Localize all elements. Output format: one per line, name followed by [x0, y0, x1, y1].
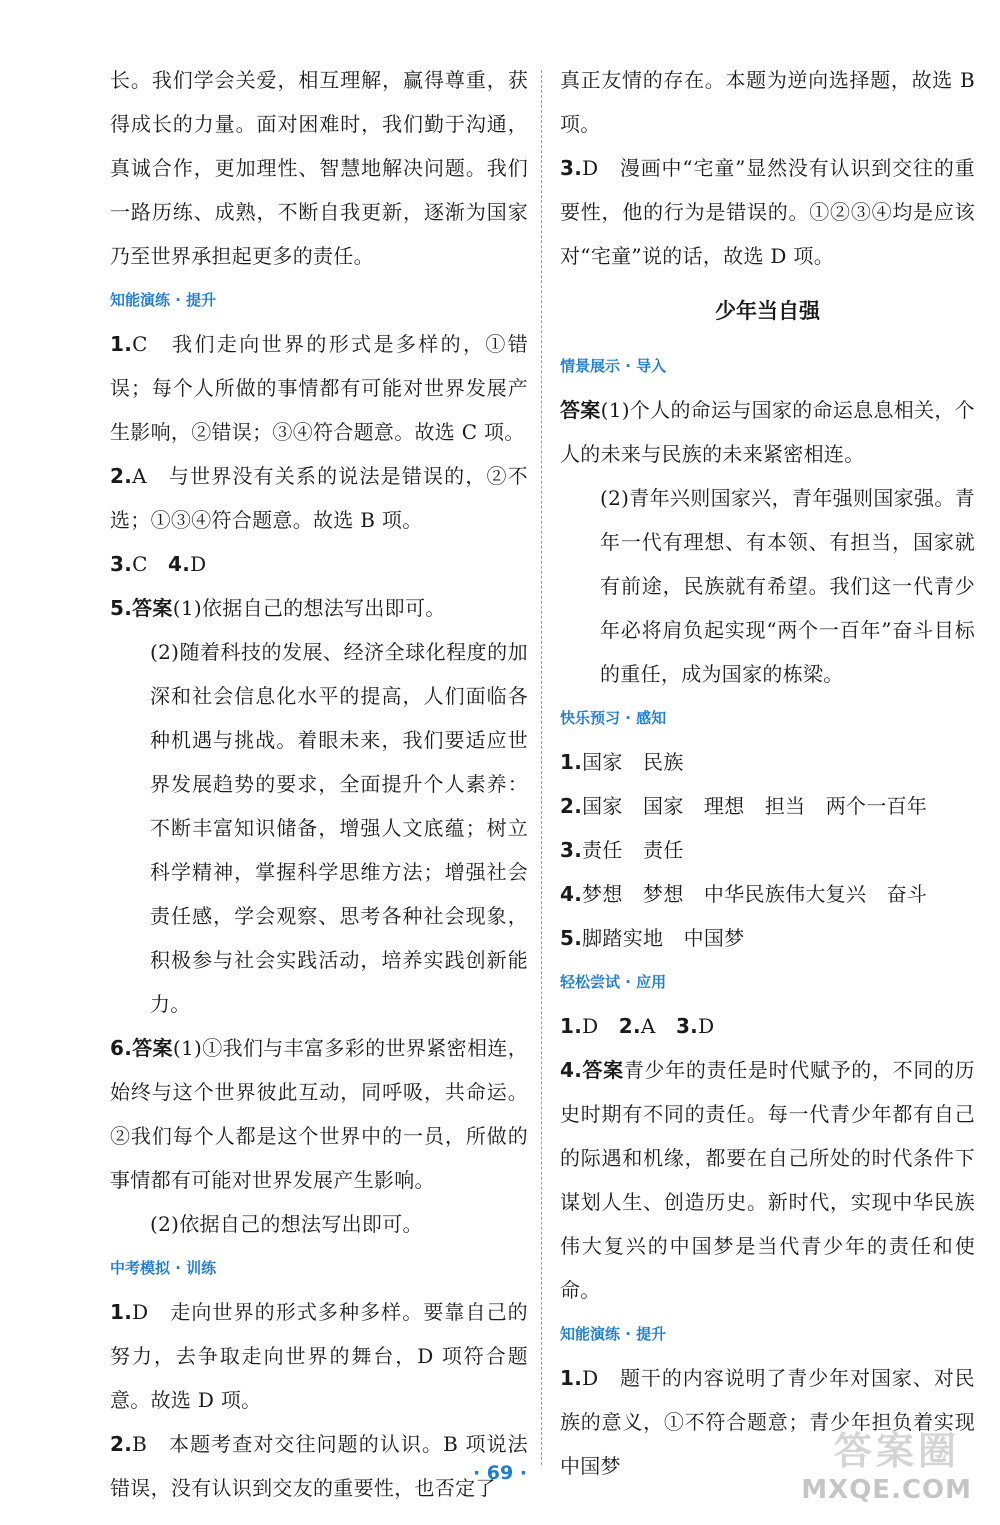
item-number: 2. [618, 1014, 641, 1038]
question-text: D 走向世界的形式多种多样。要靠自己的努力，去争取走向世界的舞台，D 项符合题意。故选 D 项。 [110, 1300, 528, 1412]
item-number: 3. [560, 838, 583, 862]
question-5 [110, 586, 528, 630]
question-number: 3. [110, 552, 133, 576]
left-column [110, 58, 528, 1510]
item-text: 梦想 梦想 中华民族伟大复兴 奋斗 [582, 882, 928, 906]
question-1 [110, 322, 528, 454]
question-text: D 漫画中“宅童”显然没有认识到交往的重要性，他的行为是错误的。①②③④均是应该对“宅童”说的话，故选 D 项。 [560, 156, 975, 268]
section-heading-exam: 中考模拟 · 训练 [110, 1259, 217, 1277]
question-number: 2. [110, 1432, 133, 1456]
question-number: 3. [560, 156, 583, 180]
page-number: · 69 · [472, 1462, 528, 1484]
question-number: 5. [110, 596, 133, 620]
column-divider [541, 70, 542, 1465]
question-number: 4. [168, 552, 191, 576]
answer-part-1: (1)①我们与丰富多彩的世界紧密相连，始终与这个世界彼此互动，同呼吸，共命运。②我们每个人都是这个世界中的一员，所做的事情都有可能对世界发展产生影响。 [110, 1036, 528, 1192]
item-text: 责任 责任 [582, 838, 684, 862]
section-heading-practice: 知能演练 · 提升 [110, 291, 217, 309]
question-number: 1. [110, 332, 133, 356]
item-text: 国家 国家 理想 担当 两个一百年 [582, 794, 928, 818]
watermark-url: MXQE.COM [801, 1475, 972, 1505]
preview-item-4 [560, 872, 975, 916]
item-text: 脚踏实地 中国梦 [582, 926, 745, 950]
question-number: 2. [110, 464, 133, 488]
question-5-part-2: (2)随着科技的发展、经济全球化程度的加深和社会信息化水平的提高，人们面临各种机遇与挑战。着眼未来，我们要适应世界发展趋势的要求，全面提升个人素养：不断丰富知识储备，增强人文底蕴；树立科学精神，掌握科学思维方法；增强社会责任感，学会观察、思考各种社会现象，积极参与社会实践活动，培养实践创新能力。 [150, 640, 528, 1016]
scene-answer-2: (2)青年兴则国家兴，青年强则国家强。青年一代有理想、有本领、有担当，国家就有前途，民族就有希望。我们这一代青少年必将肩负起实现“两个一百年”奋斗目标的重任，成为国家的栋梁。 [600, 486, 975, 686]
watermark-logo-text: 答案圈 [833, 1429, 960, 1473]
question-answer: C [132, 552, 169, 576]
answer-part-1: (1)依据自己的想法写出即可。 [172, 596, 446, 620]
answer-label: 答案 [132, 596, 173, 620]
preview-item-1 [560, 740, 975, 784]
question-number: 1. [110, 1300, 133, 1324]
question-2 [110, 454, 528, 542]
section-heading-practice-2: 知能演练 · 提升 [560, 1325, 667, 1343]
preview-item-2 [560, 784, 975, 828]
section-heading-preview: 快乐预习 · 感知 [560, 709, 667, 727]
item-answer: D [582, 1014, 619, 1038]
question-6 [110, 1026, 528, 1202]
lesson-title: 少年当自强 [715, 299, 820, 323]
item-number: 3. [675, 1014, 699, 1038]
exam-question-1 [110, 1290, 528, 1422]
item-number: 1. [560, 750, 583, 774]
preview-item-5 [560, 916, 975, 960]
item-number: 1. [560, 1014, 583, 1038]
item-number: 5. [560, 926, 583, 950]
exam-question-3 [560, 146, 975, 278]
intro-paragraph: 长。我们学会关爱，相互理解，赢得尊重，获得成长的力量。面对困难时，我们勤于沟通，真诚合作，更加理性、智慧地解决问题。我们一路历练、成熟，不断自我更新，逐渐为国家乃至世界承担起更多的责任。 [110, 68, 528, 268]
item-number: 4. [560, 1058, 583, 1082]
section-heading-try: 轻松尝试 · 应用 [560, 973, 667, 991]
question-text: D 题干的内容说明了青少年对国家、对民族的意义，①不符合题意；青少年担负着实现中国梦 [560, 1366, 975, 1478]
continued-answer: 真正友情的存在。本题为逆向选择题，故选 B 项。 [560, 68, 975, 136]
answer-label: 答案 [560, 398, 601, 422]
answer-label: 答案 [132, 1036, 173, 1060]
question-3-4 [110, 542, 528, 586]
item-answer: A [640, 1014, 676, 1038]
section-heading-scene: 情景展示 · 导入 [560, 357, 667, 375]
question-answer: D [190, 552, 207, 576]
right-column [560, 58, 975, 1488]
question-number: 6. [110, 1036, 133, 1060]
question-number: 1. [560, 1366, 583, 1390]
question-6-part-2: (2)依据自己的想法写出即可。 [150, 1212, 423, 1236]
scene-answer-1 [560, 388, 975, 476]
item-answer: D [698, 1014, 715, 1038]
answer-text: 青少年的责任是时代赋予的，不同的历史时期有不同的责任。每一代青少年都有自己的际遇和机缘，都要在自己所处的时代条件下谋划人生、创造历史。新时代，实现中华民族伟大复兴的中国梦是当代青少年的责任和使命。 [560, 1058, 975, 1302]
question-text: B 本题考查对交往问题的认识。B 项说法错误，没有认识到交友的重要性，也否定了 [110, 1432, 528, 1500]
answer-label: 答案 [582, 1058, 624, 1082]
question-text: A 与世界没有关系的说法是错误的，②不选；①③④符合题意。故选 B 项。 [110, 464, 528, 532]
try-question-4 [560, 1048, 975, 1312]
item-text: 国家 民族 [582, 750, 684, 774]
question-text: C 我们走向世界的形式是多样的，①错误；每个人所做的事情都有可能对世界发展产生影响，②错误；③④符合题意。故选 C 项。 [110, 332, 528, 444]
try-answers-1-3 [560, 1004, 975, 1048]
item-number: 2. [560, 794, 583, 818]
preview-item-3 [560, 828, 975, 872]
answer-text: (1)个人的命运与国家的命运息息相关，个人的未来与民族的未来紧密相连。 [560, 398, 975, 466]
item-number: 4. [560, 882, 583, 906]
